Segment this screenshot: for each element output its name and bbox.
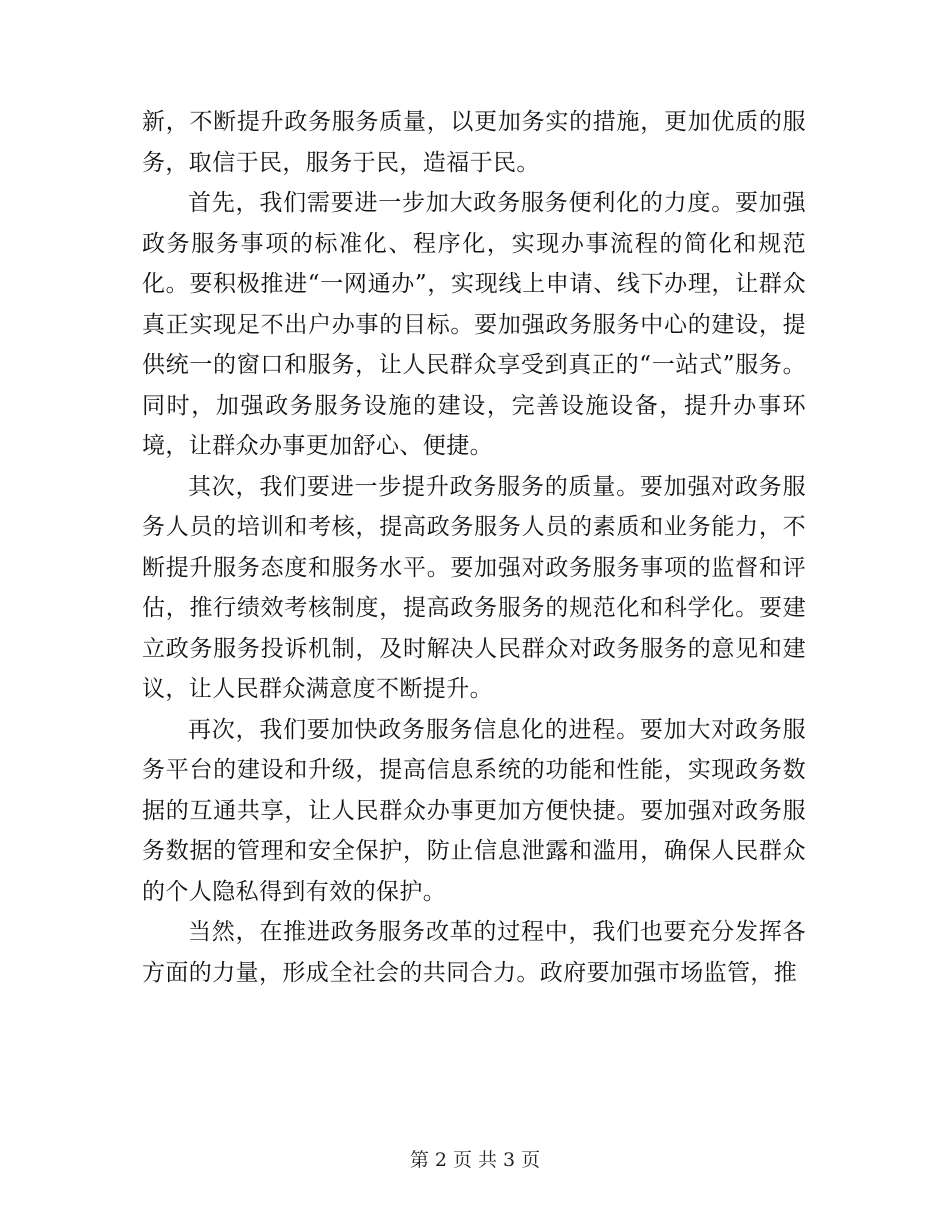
paragraph-third-point: 再次，我们要加快政务服务信息化的进程。要加大对政务服务平台的建设和升级，提高信息系统的功能和性能，实现政务数据的互通共享，让人民群众办事更加方便快捷。要加强对政务服务数据的管理和安全保护，防止信息泄露和滥用，确保人民群众的个人隐私得到有效的保护。 xyxy=(142,716,806,905)
paragraph-fourth-point: 当然，在推进政务服务改革的过程中，我们也要充分发挥各方面的力量，形成全社会的共同合力。政府要加强市场监管，推 xyxy=(142,919,806,986)
paragraph-continuation: 新，不断提升政务服务质量，以更加务实的措施，更加优质的服务，取信于民，服务于民，造福于民。 xyxy=(142,109,806,176)
page-number-footer: 第 2 页 共 3 页 xyxy=(409,1149,541,1171)
paragraph-first-point: 首先，我们需要进一步加大政务服务便利化的力度。要加强政务服务事项的标准化、程序化，实现办事流程的简化和规范化。要积极推进“一网通办”，实现线上申请、线下办理，让群众真正实现足不出户办事的目标。要加强政务服务中心的建设，提供统一的窗口和服务，让人民群众享受到真正的“一站式”服务。同时，加强政务服务设施的建设，完善设施设备，提升办事环境，让群众办事更加舒心、便捷。 xyxy=(142,190,806,459)
paragraph-second-point: 其次，我们要进一步提升政务服务的质量。要加强对政务服务人员的培训和考核，提高政务服务人员的素质和业务能力，不断提升服务态度和服务水平。要加强对政务服务事项的监督和评估，推行绩效考核制度，提高政务服务的规范化和科学化。要建立政务服务投诉机制，及时解决人民群众对政务服务的意见和建议，让人民群众满意度不断提升。 xyxy=(142,473,806,702)
document-body xyxy=(142,102,806,993)
